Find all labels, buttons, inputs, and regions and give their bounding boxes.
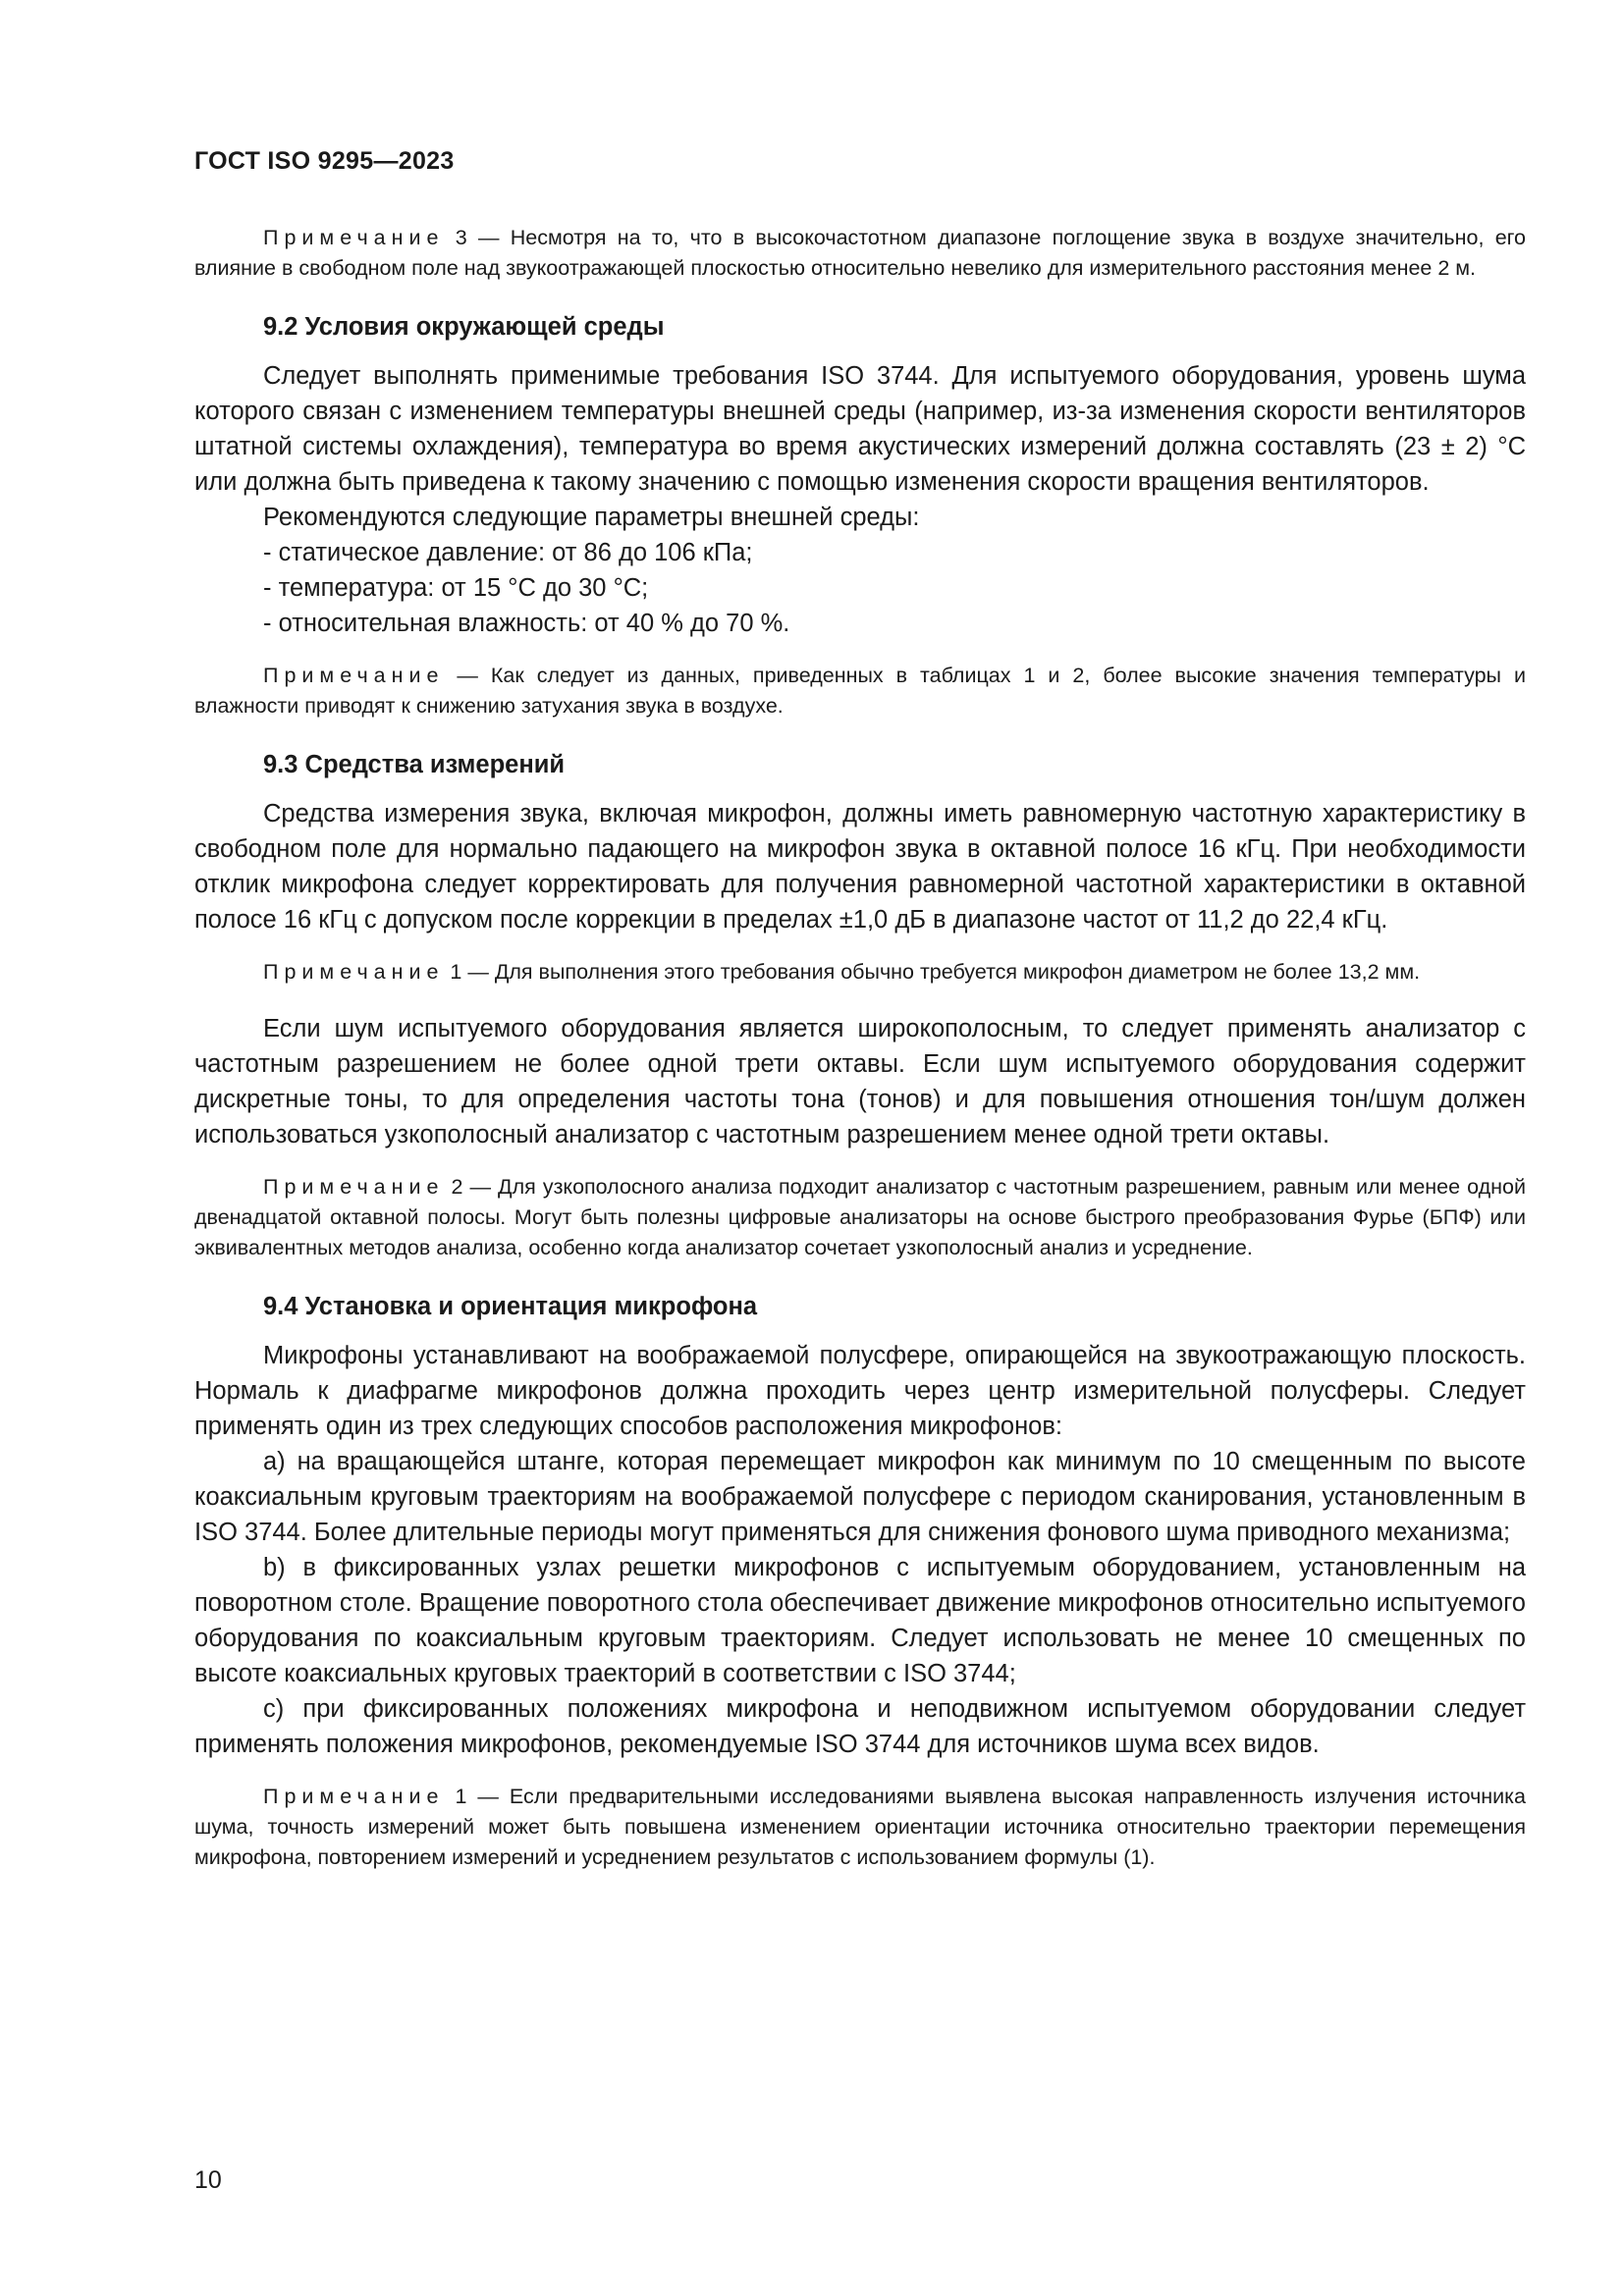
note-text: — Как следует из данных, приведенных в таблицах 1 и 2, более высокие значения температуры и влажности приводят к снижению затухания звука в воздухе. — [194, 664, 1526, 718]
note-text: 2 — Для узкополосного анализа подходит анализатор с частотным разрешением, равным или менее одной двенадцатой октавной полосы. Могут быть полезны цифровые анализаторы на основе быстрого преобразования Фурье (БПФ) или эквивалентных методов анализа, особенно когда анализатор сочетает узкополосный анализ и усреднение. — [194, 1175, 1526, 1259]
note-label: Примечание — [263, 664, 445, 687]
section-9-3-heading: 9.3 Средства измерений — [263, 751, 566, 778]
note-1-directivity — [194, 1782, 1526, 1873]
page-number: 10 — [194, 2166, 222, 2194]
section-9-2-heading: 9.2 Условия окружающей среды — [263, 313, 665, 341]
list-item: - статическое давление: от 86 до 106 кПа; — [263, 539, 753, 566]
document-page — [194, 147, 1526, 1873]
list-item: - температура: от 15 °C до 30 °C; — [263, 574, 649, 602]
note-label: Примечание — [263, 1785, 445, 1808]
note-1-microphone-diameter — [194, 957, 1526, 988]
note-label: Примечание — [263, 226, 445, 249]
note-text: 1 — Если предварительными исследованиями выявлена высокая направленность излучения источника шума, точность измерений может быть повышена изменением ориентации источника относительно траектории перемещения микрофона, повторением измерений и усреднением результатов с использованием формулы (1). — [194, 1785, 1526, 1869]
section-9-2-paragraph-1: Следует выполнять применимые требования ISO 3744. Для испытуемого оборудования, уровень шума которого связан с изменением температуры внешней среды (например, из-за изменения скорости вентиляторов штатной системы охлаждения), температура во время акустических измерений должна составлять (23 ± 2) °C или должна быть приведена к такому значению с помощью изменения скорости вращения вентиляторов. — [194, 362, 1526, 496]
note-label: Примечание — [263, 1175, 445, 1199]
section-9-3-paragraph-2: Если шум испытуемого оборудования является широкополосным, то следует применять анализатор с частотным разрешением не более одной трети октавы. Если шум испытуемого оборудования содержит дискретные тоны, то для определения частоты тона (тонов) и для повышения отношения тон/шум должен использоваться узкополосный анализатор с частотным разрешением менее одной трети октавы. — [194, 1015, 1526, 1148]
note-2-narrowband — [194, 1172, 1526, 1263]
note-text: 3 — Несмотря на то, что в высокочастотном диапазоне поглощение звука в воздухе значительно, его влияние в свободном поле над звукоотражающей плоскостью относительно невелико для измерительного расстояния менее 2 м. — [194, 226, 1526, 280]
section-9-4-item-c: c) при фиксированных положениях микрофона и неподвижном испытуемом оборудовании следует применять положения микрофонов, рекомендуемые ISO 3744 для источников шума всех видов. — [194, 1695, 1526, 1758]
section-9-4-item-a: a) на вращающейся штанге, которая перемещает микрофон как минимум по 10 смещенным по высоте коаксиальным круговым траекториям на воображаемой полусфере с периодом сканирования, установленным в ISO 3744. Более длительные периоды могут применяться для снижения фонового шума приводного механизма; — [194, 1448, 1526, 1546]
section-9-4-item-b: b) в фиксированных узлах решетки микрофонов с испытуемым оборудованием, установленным на поворотном столе. Вращение поворотного стола обеспечивает движение микрофонов относительно испытуемого оборудования по коаксиальным круговым траекториям. Следует использовать не менее 10 смещенных по высоте коаксиальных круговых траекторий в соответствии с ISO 3744; — [194, 1554, 1526, 1687]
section-9-2-paragraph-2: Рекомендуются следующие параметры внешней среды: — [263, 504, 920, 531]
list-item: - относительная влажность: от 40 % до 70 %. — [263, 610, 790, 637]
note-environment — [194, 661, 1526, 721]
note-3-sound-absorption — [194, 223, 1526, 284]
note-text: 1 — Для выполнения этого требования обычно требуется микрофон диаметром не более 13,2 мм. — [444, 960, 1421, 984]
section-9-3-paragraph-1: Средства измерения звука, включая микрофон, должны иметь равномерную частотную характеристику в свободном поле для нормально падающего на микрофон звука в октавной полосе 16 кГц. При необходимости отклик микрофона следует корректировать для получения равномерной частотной характеристики в октавной полосе 16 кГц с допуском после коррекции в пределах ±1,0 дБ в диапазоне частот от 11,2 до 22,4 кГц. — [194, 800, 1526, 934]
standard-header: ГОСТ ISO 9295—2023 — [194, 147, 455, 175]
section-9-4-paragraph-1: Микрофоны устанавливают на воображаемой полусфере, опирающейся на звукоотражающую плоскость. Нормаль к диафрагме микрофонов должна проходить через центр измерительной полусферы. Следует применять один из трех следующих способов расположения микрофонов: — [194, 1342, 1526, 1440]
section-9-4-heading: 9.4 Установка и ориентация микрофона — [263, 1293, 758, 1320]
note-label: Примечание — [263, 960, 445, 984]
